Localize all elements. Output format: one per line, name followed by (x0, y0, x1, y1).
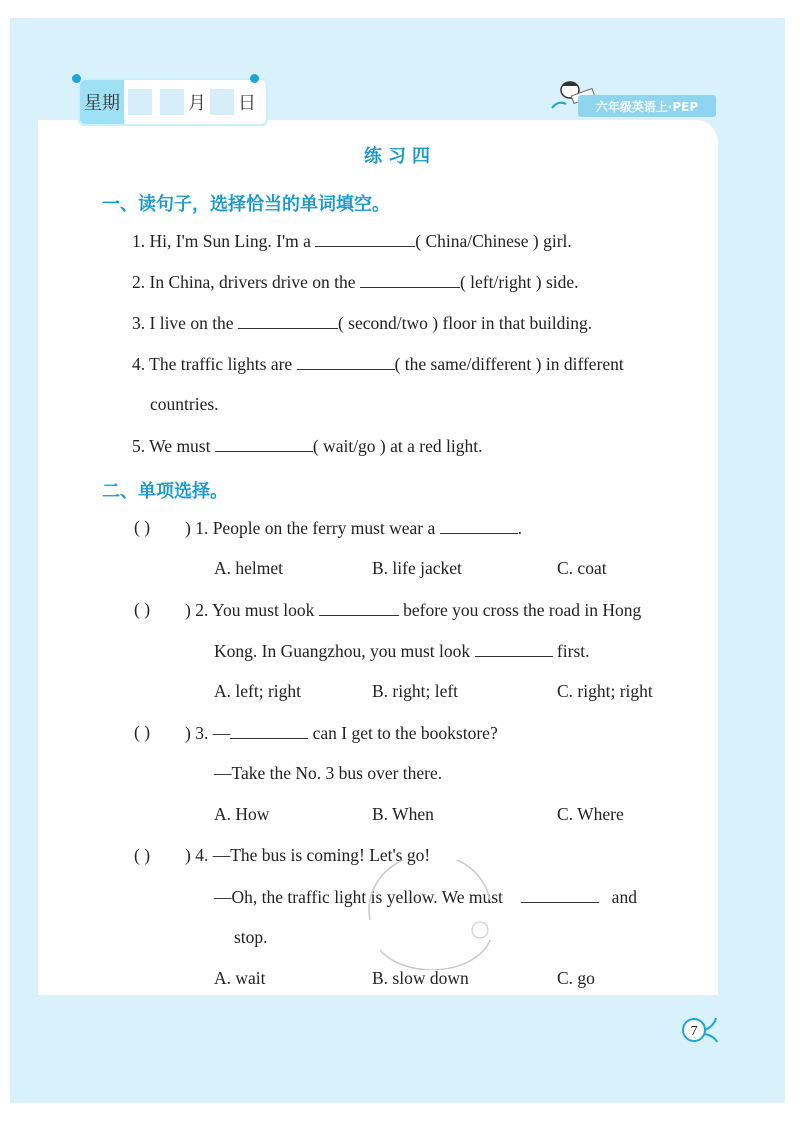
date-box (78, 78, 268, 126)
q4-option-a[interactable]: A. wait (214, 968, 266, 988)
s1-item-3: 3. I live on the ( second/two ) floor in that building. (132, 313, 593, 333)
q2-stem: ) 2. You must look before you cross the road in Hong (185, 600, 642, 620)
q3-option-a[interactable]: A. How (214, 804, 270, 824)
answer-blank[interactable] (215, 435, 313, 452)
answer-paren[interactable]: ( ) (134, 722, 151, 742)
answer-paren[interactable]: ( ) (134, 845, 151, 865)
day-fill[interactable] (210, 89, 234, 115)
watermark-stamp (360, 860, 510, 970)
answer-blank[interactable] (521, 886, 599, 903)
q3-reply: —Take the No. 3 bus over there. (214, 763, 443, 783)
q4-stem: ) 4. —The bus is coming! Let's go! (185, 845, 431, 865)
section1-heading: 一、读句子，选择恰当的单词填空。 (102, 194, 390, 215)
month-label: 月 (188, 93, 206, 114)
q4-option-c[interactable]: C. go (557, 968, 595, 988)
answer-blank[interactable] (360, 271, 460, 288)
week-label: 星期 (80, 80, 124, 124)
q4-reply: —Oh, the traffic light is yellow. We must and (214, 887, 637, 907)
page-title: 练习四 (364, 146, 436, 167)
answer-blank[interactable] (238, 312, 338, 329)
answer-blank[interactable] (440, 517, 518, 534)
day-label: 日 (238, 93, 256, 114)
q2-option-a[interactable]: A. left; right (214, 681, 301, 701)
answer-paren[interactable]: ( ) (134, 599, 151, 619)
q3-option-b[interactable]: B. When (372, 804, 434, 824)
s1-item-2: 2. In China, drivers drive on the ( left/right ) side. (132, 272, 579, 292)
q1-option-a[interactable]: A. helmet (214, 558, 284, 578)
q3-option-c[interactable]: C. Where (557, 804, 624, 824)
answer-blank[interactable] (475, 640, 553, 657)
q2-option-b[interactable]: B. right; left (372, 681, 459, 701)
s1-item-4-cont: countries. (150, 394, 219, 414)
page-number-icon (680, 1008, 720, 1048)
dot-icon (72, 74, 81, 83)
page-number: 7 (690, 1024, 698, 1039)
dot-icon (250, 74, 259, 83)
q3-stem: ) 3. — can I get to the bookstore? (185, 723, 498, 743)
q2-stem-line2: Kong. In Guangzhou, you must look first. (214, 641, 590, 661)
grade-badge: 六年级英语上·PEP (578, 95, 716, 117)
s1-item-1: 1. Hi, I'm Sun Ling. I'm a ( China/Chinese ) girl. (132, 231, 572, 251)
answer-blank[interactable] (315, 230, 415, 247)
section2-heading: 二、单项选择。 (102, 481, 228, 502)
q1-stem: ) 1. People on the ferry must wear a . (185, 518, 523, 538)
month-fill[interactable] (160, 89, 184, 115)
q2-option-c[interactable]: C. right; right (557, 681, 653, 701)
s1-item-4: 4. The traffic lights are ( the same/different ) in different (132, 354, 624, 374)
answer-blank[interactable] (297, 353, 395, 370)
q4-reply-cont: stop. (234, 927, 268, 947)
week-fill[interactable] (128, 89, 152, 115)
q1-option-b[interactable]: B. life jacket (372, 558, 462, 578)
q1-option-c[interactable]: C. coat (557, 558, 607, 578)
answer-blank[interactable] (319, 599, 399, 616)
q4-option-b[interactable]: B. slow down (372, 968, 469, 988)
s1-item-5: 5. We must ( wait/go ) at a red light. (132, 436, 483, 456)
answer-blank[interactable] (230, 722, 308, 739)
answer-paren[interactable]: ( ) (134, 517, 151, 537)
